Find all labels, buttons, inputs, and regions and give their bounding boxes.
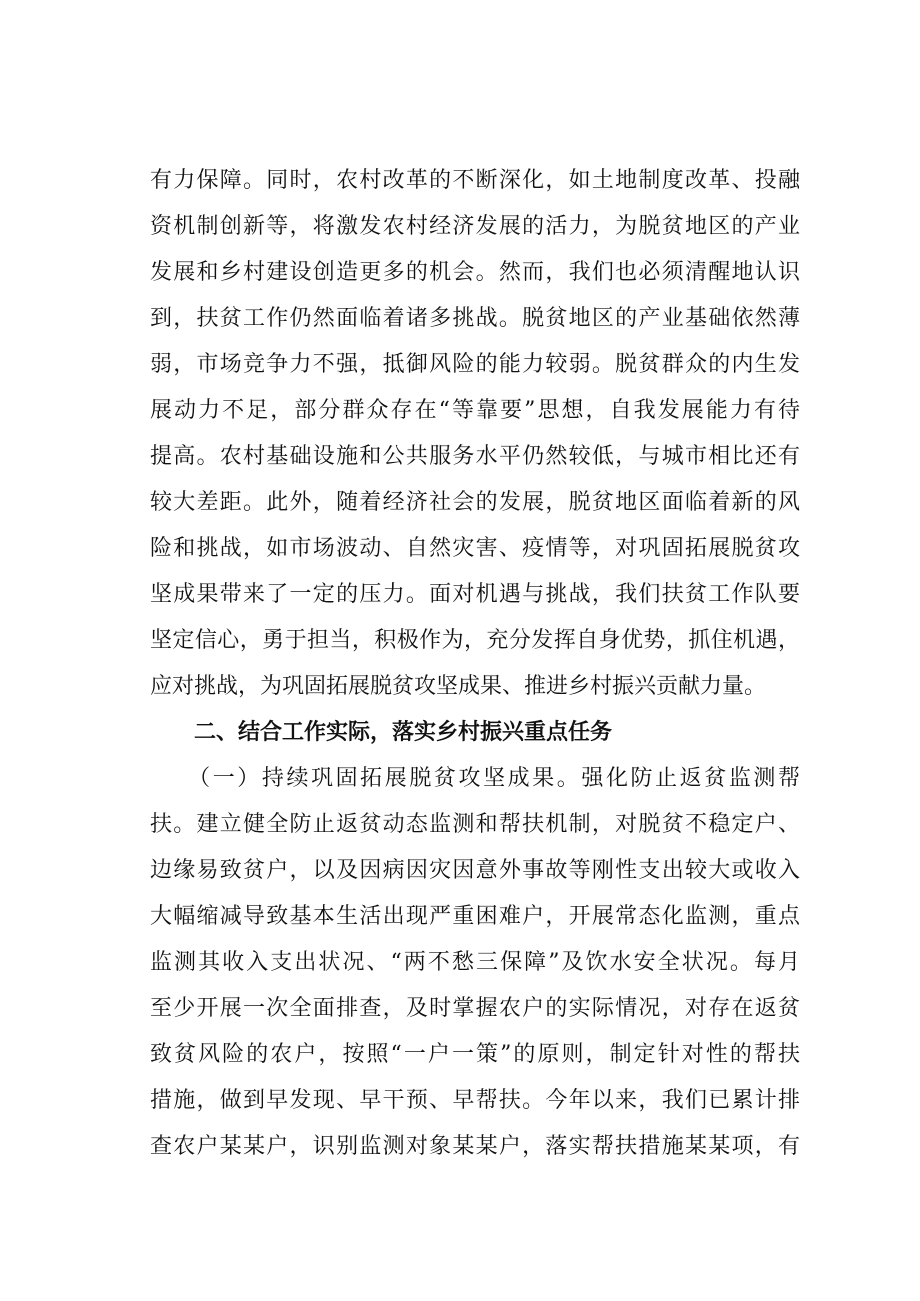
- paragraph-2: [150, 756, 800, 1170]
- paragraph-line: 致贫风险的农户，按照“一户一策”的原则，制定针对性的帮扶: [150, 1042, 800, 1067]
- paragraph-line: 措施，做到早发现、早干预、早帮扶。今年以来，我们已累计排: [150, 1088, 800, 1113]
- paragraph-line: （一）持续巩固拓展脱贫攻坚成果。强化防止返贫监测帮: [150, 766, 800, 791]
- paragraph-line: 监测其收入支出状况、“两不愁三保障”及饮水安全状况。每月: [150, 950, 800, 975]
- paragraph-line: 提高。农村基础设施和公共服务水平仍然较低，与城市相比还有: [150, 444, 800, 469]
- paragraph-line: 险和挑战，如市场波动、自然灾害、疫情等，对巩固拓展脱贫攻: [150, 536, 800, 561]
- paragraph-1: [150, 158, 800, 710]
- paragraph-line: 较大差距。此外，随着经济社会的发展，脱贫地区面临着新的风: [150, 490, 800, 515]
- paragraph-line: 弱，市场竞争力不强，抵御风险的能力较弱。脱贫群众的内生发: [150, 352, 800, 377]
- paragraph-line: 坚定信心，勇于担当，积极作为，充分发挥自身优势，抓住机遇，: [150, 628, 800, 653]
- paragraph-line: 查农户某某户，识别监测对象某某户，落实帮扶措施某某项，有: [150, 1134, 800, 1159]
- paragraph-line: 展动力不足，部分群众存在“等靠要”思想，自我发展能力有待: [150, 398, 800, 423]
- paragraph-line: 边缘易致贫户，以及因病因灾因意外事故等刚性支出较大或收入: [150, 858, 800, 883]
- document-body: [150, 158, 800, 1170]
- paragraph-line: 至少开展一次全面排查，及时掌握农户的实际情况，对存在返贫: [150, 996, 800, 1021]
- paragraph-line: 发展和乡村建设创造更多的机会。然而，我们也必须清醒地认识: [150, 260, 800, 285]
- paragraph-line: 到，扶贫工作仍然面临着诸多挑战。脱贫地区的产业基础依然薄: [150, 306, 800, 331]
- paragraph-line: 有力保障。同时，农村改革的不断深化，如土地制度改革、投融: [150, 168, 800, 193]
- section-heading: 二、结合工作实际，落实乡村振兴重点任务: [194, 720, 613, 745]
- paragraph-line: 大幅缩减导致基本生活出现严重困难户，开展常态化监测，重点: [150, 904, 800, 929]
- paragraph-line: 扶。建立健全防止返贫动态监测和帮扶机制，对脱贫不稳定户、: [150, 812, 800, 837]
- paragraph-line: 坚成果带来了一定的压力。面对机遇与挑战，我们扶贫工作队要: [150, 582, 800, 607]
- paragraph-line: 资机制创新等，将激发农村经济发展的活力，为脱贫地区的产业: [150, 214, 800, 239]
- paragraph-line: 应对挑战，为巩固拓展脱贫攻坚成果、推进乡村振兴贡献力量。: [150, 674, 767, 699]
